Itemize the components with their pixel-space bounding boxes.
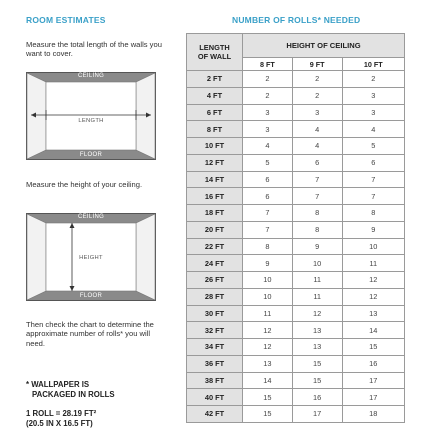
ceiling-label: CEILING bbox=[77, 73, 105, 79]
rolls-value-cell: 15 bbox=[342, 339, 404, 356]
rolls-value-cell: 8 bbox=[342, 205, 404, 222]
rolls-needed-table bbox=[186, 33, 405, 423]
wall-length-cell: 18 FT bbox=[187, 205, 243, 222]
table-row bbox=[187, 288, 405, 305]
rolls-value-cell: 7 bbox=[342, 171, 404, 188]
rolls-value-cell: 10 bbox=[243, 272, 293, 289]
roll-area: 1 ROLL = 28.19 FT² bbox=[26, 409, 97, 418]
rolls-value-cell: 4 bbox=[292, 138, 342, 155]
rolls-value-cell: 7 bbox=[292, 171, 342, 188]
table-row bbox=[187, 188, 405, 205]
wall-length-cell: 32 FT bbox=[187, 322, 243, 339]
rolls-value-cell: 17 bbox=[342, 389, 404, 406]
rolls-value-cell: 11 bbox=[243, 305, 293, 322]
rolls-value-cell: 15 bbox=[243, 406, 293, 423]
wall-length-cell: 10 FT bbox=[187, 138, 243, 155]
table-row bbox=[187, 406, 405, 423]
table-row bbox=[187, 238, 405, 255]
rolls-value-cell: 7 bbox=[292, 188, 342, 205]
table-row bbox=[187, 389, 405, 406]
rolls-value-cell: 17 bbox=[342, 372, 404, 389]
rolls-value-cell: 13 bbox=[292, 339, 342, 356]
rolls-value-cell: 3 bbox=[342, 104, 404, 121]
wall-length-cell: 20 FT bbox=[187, 221, 243, 238]
rolls-value-cell: 4 bbox=[342, 121, 404, 138]
rolls-value-cell: 12 bbox=[342, 288, 404, 305]
instruction-height: Measure the height of your ceiling. bbox=[26, 180, 143, 189]
rolls-value-cell: 14 bbox=[243, 372, 293, 389]
rolls-value-cell: 13 bbox=[292, 322, 342, 339]
room-diagram-height bbox=[26, 213, 156, 301]
table-row bbox=[187, 205, 405, 222]
ceiling-label: CEILING bbox=[77, 214, 105, 220]
table-row bbox=[187, 355, 405, 372]
wall-length-cell: 30 FT bbox=[187, 305, 243, 322]
rolls-value-cell: 3 bbox=[243, 104, 293, 121]
table-row bbox=[187, 71, 405, 88]
rolls-value-cell: 9 bbox=[243, 255, 293, 272]
rolls-value-cell: 12 bbox=[243, 322, 293, 339]
wall-length-cell: 8 FT bbox=[187, 121, 243, 138]
rolls-value-cell: 2 bbox=[243, 87, 293, 104]
wall-length-cell: 2 FT bbox=[187, 71, 243, 88]
rolls-value-cell: 11 bbox=[342, 255, 404, 272]
rolls-value-cell: 10 bbox=[342, 238, 404, 255]
rolls-value-cell: 12 bbox=[292, 305, 342, 322]
rolls-value-cell: 12 bbox=[243, 339, 293, 356]
rolls-value-cell: 2 bbox=[243, 71, 293, 88]
rolls-value-cell: 11 bbox=[292, 288, 342, 305]
rolls-value-cell: 17 bbox=[292, 406, 342, 423]
packaging-note bbox=[26, 380, 115, 399]
column-header: 10 FT bbox=[342, 58, 404, 71]
table-row bbox=[187, 272, 405, 289]
room-estimates-heading: ROOM ESTIMATES bbox=[26, 15, 106, 25]
rolls-value-cell: 10 bbox=[243, 288, 293, 305]
wall-length-cell: 12 FT bbox=[187, 154, 243, 171]
rolls-value-cell: 6 bbox=[342, 154, 404, 171]
column-header: 8 FT bbox=[243, 58, 293, 71]
rolls-needed-heading: NUMBER OF ROLLS* NEEDED bbox=[232, 15, 361, 25]
rolls-value-cell: 2 bbox=[342, 71, 404, 88]
wall-length-cell: 36 FT bbox=[187, 355, 243, 372]
rolls-value-cell: 4 bbox=[292, 121, 342, 138]
rolls-value-cell: 8 bbox=[243, 238, 293, 255]
wall-length-cell: 26 FT bbox=[187, 272, 243, 289]
rolls-value-cell: 7 bbox=[342, 188, 404, 205]
rolls-value-cell: 14 bbox=[342, 322, 404, 339]
floor-label: FLOOR bbox=[79, 293, 103, 299]
rolls-value-cell: 7 bbox=[243, 205, 293, 222]
table-row bbox=[187, 171, 405, 188]
wall-length-cell: 38 FT bbox=[187, 372, 243, 389]
rolls-value-cell: 8 bbox=[292, 221, 342, 238]
roll-dimensions: (20.5 IN X 16.5 FT) bbox=[26, 418, 93, 428]
rolls-value-cell: 5 bbox=[243, 154, 293, 171]
table-row bbox=[187, 372, 405, 389]
room-diagram-length bbox=[26, 72, 156, 160]
height-of-ceiling-header: HEIGHT OF CEILING bbox=[243, 34, 405, 58]
length-of-wall-header bbox=[187, 34, 243, 71]
roll-size-note bbox=[26, 409, 96, 428]
rolls-value-cell: 12 bbox=[342, 272, 404, 289]
rolls-value-cell: 11 bbox=[292, 272, 342, 289]
rolls-table-body bbox=[187, 71, 405, 423]
rolls-value-cell: 13 bbox=[243, 355, 293, 372]
wall-length-cell: 6 FT bbox=[187, 104, 243, 121]
wall-length-cell: 22 FT bbox=[187, 238, 243, 255]
rolls-value-cell: 9 bbox=[292, 238, 342, 255]
height-label: HEIGHT bbox=[79, 255, 103, 261]
rolls-value-cell: 18 bbox=[342, 406, 404, 423]
wall-length-cell: 16 FT bbox=[187, 188, 243, 205]
floor-label: FLOOR bbox=[79, 152, 103, 158]
rolls-value-cell: 9 bbox=[342, 221, 404, 238]
wall-length-cell: 42 FT bbox=[187, 406, 243, 423]
table-row bbox=[187, 322, 405, 339]
table-row bbox=[187, 339, 405, 356]
instruction-length: Measure the total length of the walls you want to cover. bbox=[26, 40, 162, 59]
rolls-value-cell: 3 bbox=[292, 104, 342, 121]
rolls-value-cell: 6 bbox=[243, 188, 293, 205]
length-header-line2: OF WALL bbox=[197, 52, 232, 61]
column-header: 9 FT bbox=[292, 58, 342, 71]
rolls-value-cell: 15 bbox=[243, 389, 293, 406]
rolls-value-cell: 7 bbox=[243, 221, 293, 238]
rolls-value-cell: 13 bbox=[342, 305, 404, 322]
wall-length-cell: 24 FT bbox=[187, 255, 243, 272]
rolls-value-cell: 3 bbox=[243, 121, 293, 138]
table-row bbox=[187, 154, 405, 171]
wall-length-cell: 14 FT bbox=[187, 171, 243, 188]
packaging-note-line1: * WALLPAPER IS bbox=[26, 380, 90, 389]
rolls-value-cell: 2 bbox=[292, 71, 342, 88]
rolls-value-cell: 6 bbox=[243, 171, 293, 188]
table-row bbox=[187, 255, 405, 272]
wall-length-cell: 34 FT bbox=[187, 339, 243, 356]
rolls-value-cell: 6 bbox=[292, 154, 342, 171]
wall-length-cell: 4 FT bbox=[187, 87, 243, 104]
wall-length-cell: 28 FT bbox=[187, 288, 243, 305]
table-row bbox=[187, 221, 405, 238]
rolls-value-cell: 16 bbox=[342, 355, 404, 372]
rolls-value-cell: 3 bbox=[342, 87, 404, 104]
length-header-line1: LENGTH bbox=[199, 43, 230, 52]
length-label: LENGTH bbox=[78, 118, 104, 124]
table-row bbox=[187, 121, 405, 138]
table-row bbox=[187, 305, 405, 322]
rolls-value-cell: 4 bbox=[243, 138, 293, 155]
rolls-value-cell: 10 bbox=[292, 255, 342, 272]
rolls-value-cell: 2 bbox=[292, 87, 342, 104]
instruction-check-chart: Then check the chart to determine the approximate number of rolls* you will need. bbox=[26, 320, 154, 348]
rolls-value-cell: 15 bbox=[292, 355, 342, 372]
rolls-value-cell: 8 bbox=[292, 205, 342, 222]
rolls-value-cell: 5 bbox=[342, 138, 404, 155]
rolls-value-cell: 16 bbox=[292, 389, 342, 406]
table-row bbox=[187, 138, 405, 155]
table-row bbox=[187, 104, 405, 121]
rolls-value-cell: 15 bbox=[292, 372, 342, 389]
room-length-illustration bbox=[26, 72, 156, 160]
packaging-note-line2: PACKAGED IN ROLLS bbox=[32, 389, 115, 399]
table-row bbox=[187, 87, 405, 104]
wall-length-cell: 40 FT bbox=[187, 389, 243, 406]
